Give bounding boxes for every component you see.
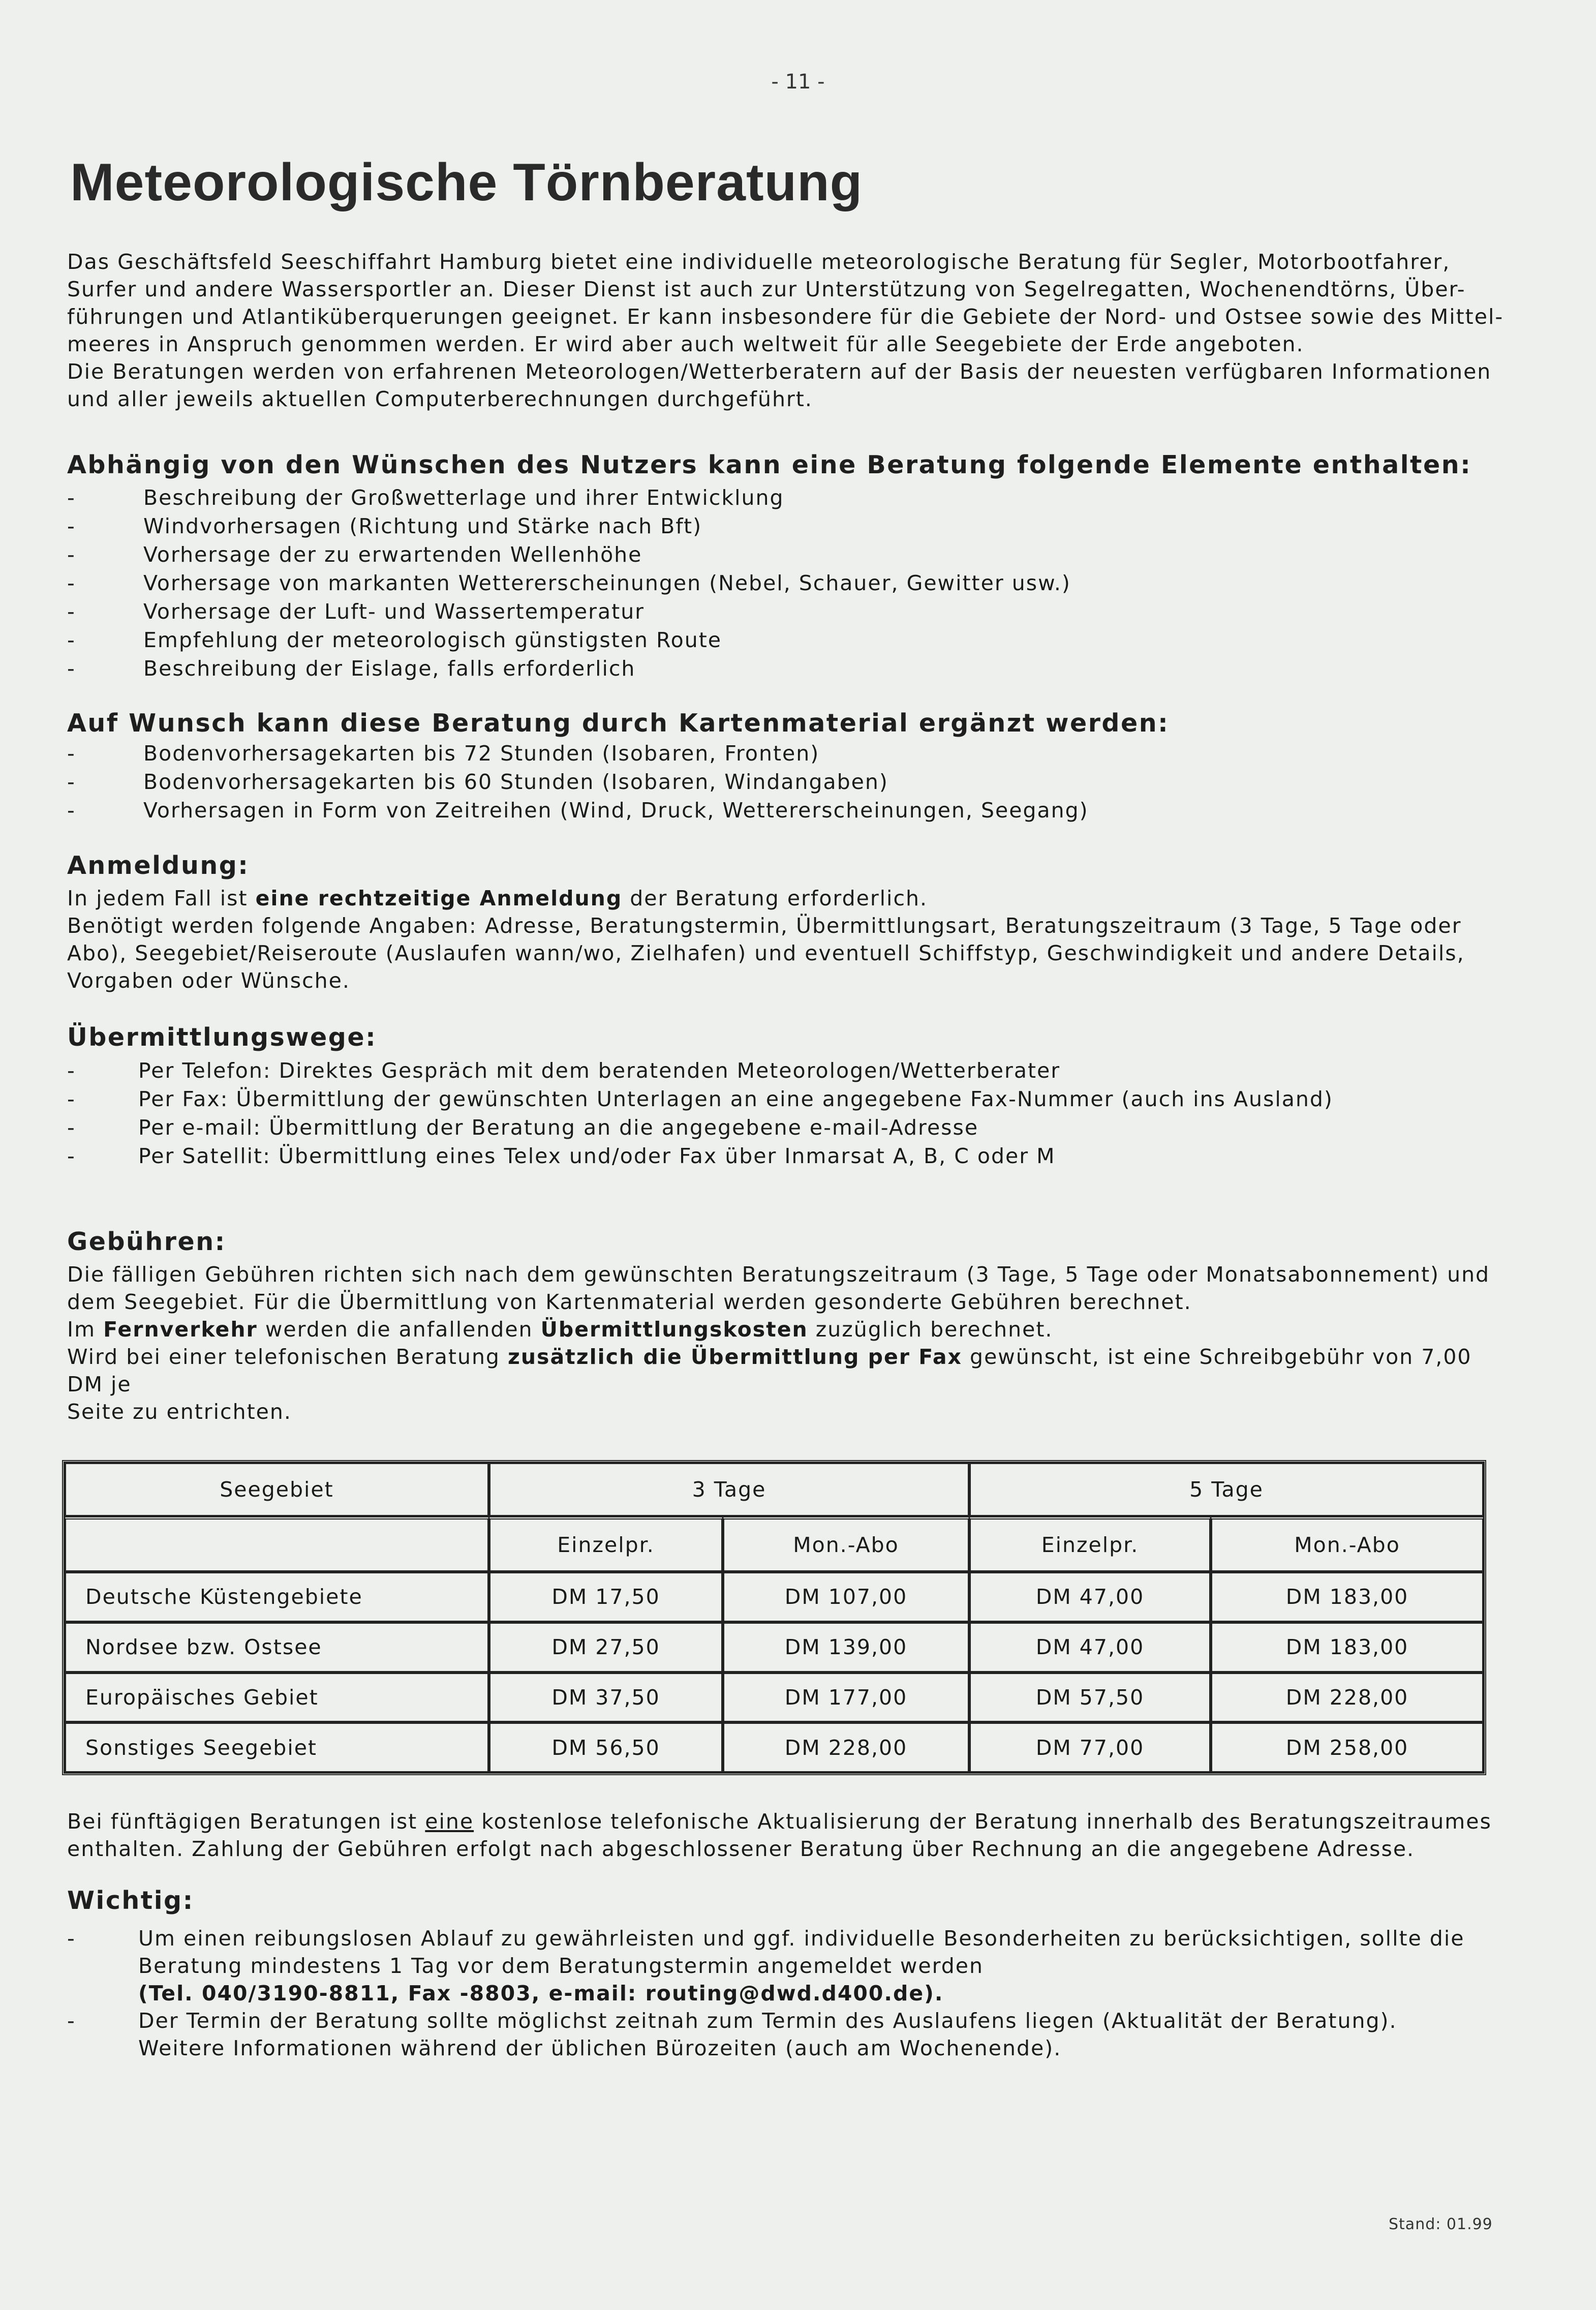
price-cell: DM 258,00 [1211, 1722, 1484, 1773]
intro-line: Surfer und andere Wassersportler an. Dieser Dienst ist auch zur Unterstützung von Segelregatten, Wochenendtörns, Über- [67, 277, 1466, 301]
header-cell-3-days: 3 Tage [489, 1463, 969, 1516]
fees-text [67, 1261, 1511, 1425]
intro-paragraph [67, 248, 1511, 413]
text-run: der Beratung erforderlich. [622, 886, 928, 910]
list-item: - Vorhersage der Luft- und Wassertemperatur [67, 599, 645, 624]
area-cell: Nordsee bzw. Ostsee [65, 1622, 489, 1673]
intro-line: und aller jeweils aktuellen Computerberechnungen durchgeführt. [67, 387, 813, 411]
maps-heading: Auf Wunsch kann diese Beratung durch Kartenmaterial ergänzt werden: [67, 709, 1170, 738]
list-item-text: Vorhersage der Luft- und Wassertemperatur [143, 599, 645, 624]
note-line [67, 1808, 1511, 1835]
list-item: - Bodenvorhersagekarten bis 72 Stunden (Isobaren, Fronten) [67, 741, 820, 766]
list-item-text: Beschreibung der Großwetterlage und ihrer Entwicklung [143, 485, 784, 510]
text-run: werden die anfallenden [257, 1317, 541, 1342]
list-item: - Per Fax: Übermittlung der gewünschten Unterlagen an eine angegebene Fax-Nummer (auch ins Ausland) [67, 1087, 1333, 1111]
list-item-text: Per Telefon: Direktes Gespräch mit dem beratenden Meteorologen/Wetterberater [138, 1058, 1061, 1083]
text-run-bold: Übermittlungskosten [540, 1317, 808, 1342]
fees-line: Seite zu entrichten. [67, 1400, 292, 1424]
fees-line: dem Seegebiet. Für die Übermittlung von Kartenmaterial werden gesonderte Gebühren berechnet. [67, 1290, 1192, 1314]
price-cell: DM 47,00 [969, 1622, 1211, 1673]
text-run: gewünscht, ist eine Schreibgebühr von 7,00 DM je [67, 1345, 1472, 1396]
list-item-text: Bodenvorhersagekarten bis 72 Stunden (Isobaren, Fronten) [143, 741, 820, 766]
list-item-text: Vorhersage der zu erwartenden Wellenhöhe [143, 542, 642, 567]
important-line: Um einen reibungslosen Ablauf zu gewährleisten und ggf. individuelle Besonderheiten zu berücksichtigen, sollte die [138, 1926, 1465, 1951]
list-item-text: Windvorhersagen (Richtung und Stärke nach Bft) [143, 514, 702, 538]
important-line: Der Termin der Beratung sollte möglichst zeitnah zum Termin des Auslaufens liegen (Aktualität der Beratung). [138, 2009, 1397, 2033]
area-cell: Deutsche Küstengebiete [65, 1572, 489, 1622]
text-run-bold: eine rechtzeitige Anmeldung [255, 886, 623, 910]
subheader-cell: Mon.-Abo [723, 1516, 969, 1572]
important-heading: Wichtig: [67, 1886, 194, 1915]
table-row [65, 1722, 1484, 1773]
transmission-list [67, 1056, 1521, 1170]
text-run-bold: Fernverkehr [103, 1317, 258, 1342]
text-run: zuzüglich berechnet. [808, 1317, 1053, 1342]
list-item: - Vorhersagen in Form von Zeitreihen (Wind, Druck, Wettererscheinungen, Seegang) [67, 798, 1089, 823]
list-item-text: Per Fax: Übermittlung der gewünschten Unterlagen an eine angegebene Fax-Nummer (auch ins Ausland) [138, 1087, 1333, 1111]
text-run: Wird bei einer telefonischen Beratung [67, 1345, 508, 1369]
header-cell-5-days: 5 Tage [969, 1463, 1484, 1516]
list-item-text: Per Satellit: Übermittlung eines Telex und/oder Fax über Inmarsat A, B, C oder M [138, 1144, 1056, 1168]
list-item: - Empfehlung der meteorologisch günstigsten Route [67, 628, 722, 652]
list-item: - Beschreibung der Großwetterlage und ihrer Entwicklung [67, 485, 784, 510]
contact-line [138, 1980, 1511, 2007]
text-run: Bei fünftägigen Beratungen ist [67, 1809, 425, 1834]
intro-line: meeres in Anspruch genommen werden. Er wird aber auch weltweit für alle Seegebiete der Erde angeboten. [67, 332, 1304, 356]
text-run: In jedem Fall ist [67, 886, 256, 910]
price-cell: DM 139,00 [723, 1622, 969, 1673]
list-item: - Per e-mail: Übermittlung der Beratung an die angegebene e-mail-Adresse [67, 1115, 979, 1140]
stand-date: Stand: 01.99 [1389, 2215, 1493, 2233]
list-item: - Vorhersage von markanten Wettererscheinungen (Nebel, Schauer, Gewitter usw.) [67, 571, 1071, 595]
text-run: kostenlose telefonische Aktualisierung der Beratung innerhalb des Beratungszeitraumes [474, 1809, 1492, 1834]
list-item-text: Per e-mail: Übermittlung der Beratung an die angegebene e-mail-Adresse [138, 1115, 979, 1140]
registration-line: Vorgaben oder Wünsche. [67, 968, 350, 993]
fees-heading: Gebühren: [67, 1227, 226, 1256]
area-cell: Sonstiges Seegebiet [65, 1722, 489, 1773]
intro-line: Das Geschäftsfeld Seeschiffahrt Hamburg bietet eine individuelle meteorologische Beratung für Segler, Motorbootfahrer, [67, 250, 1451, 274]
price-cell: DM 107,00 [723, 1572, 969, 1622]
intro-line: Die Beratungen werden von erfahrenen Meteorologen/Wetterberatern auf der Basis der neuesten verfügbaren Informationen [67, 359, 1492, 384]
list-item-text: Empfehlung der meteorologisch günstigsten Route [143, 628, 722, 652]
fees-line: Die fälligen Gebühren richten sich nach dem gewünschten Beratungszeitraum (3 Tage, 5 Tage oder Monatsabonnement) und [67, 1262, 1490, 1287]
intro-line: führungen und Atlantiküberquerungen geeignet. Er kann insbesondere für die Gebiete der Nord- und Ostsee sowie des Mittel- [67, 305, 1504, 329]
price-cell: DM 228,00 [1211, 1673, 1484, 1723]
subheader-cell: Einzelpr. [489, 1516, 723, 1572]
header-cell-area: Seegebiet [65, 1463, 489, 1516]
text-run-bold: zusätzlich die Übermittlung per Fax [508, 1345, 963, 1369]
registration-line: Abo), Seegebiet/Reiseroute (Auslaufen wann/wo, Zielhafen) und eventuell Schiffstyp, Geschwindigkeit und andere Details, [67, 941, 1465, 965]
price-cell: DM 56,50 [489, 1722, 723, 1773]
important-line: Weitere Informationen während der üblichen Bürozeiten (auch am Wochenende). [138, 2036, 1062, 2060]
list-item: - Der Termin der Beratung sollte möglichst zeitnah zum Termin des Auslaufens liegen (Aktualität der Beratung). Weitere Informationen während der üblichen Bürozeiten (auch am Wochenende). [67, 2007, 1511, 2062]
table-row [65, 1622, 1484, 1673]
maps-list [67, 739, 1521, 825]
fees-line [67, 1316, 1511, 1343]
price-cell: DM 228,00 [723, 1722, 969, 1773]
fees-table [62, 1460, 1486, 1775]
registration-heading: Anmeldung: [67, 851, 250, 880]
list-item: - Beschreibung der Eislage, falls erforderlich [67, 656, 636, 681]
list-item: - Per Telefon: Direktes Gespräch mit dem beratenden Meteorologen/Wetterberater [67, 1058, 1061, 1083]
subheader-cell: Mon.-Abo [1211, 1516, 1484, 1572]
text-run: Im [67, 1317, 104, 1342]
table-row [65, 1572, 1484, 1622]
transmission-heading: Übermittlungswege: [67, 1023, 377, 1052]
price-cell: DM 17,50 [489, 1572, 723, 1622]
subheader-empty-cell [65, 1516, 489, 1572]
price-cell: DM 27,50 [489, 1622, 723, 1673]
elements-list [67, 483, 1521, 683]
table-header-row [65, 1463, 1484, 1516]
list-item-text: Vorhersage von markanten Wettererscheinungen (Nebel, Schauer, Gewitter usw.) [143, 571, 1071, 595]
page-number: - 11 - [771, 70, 825, 94]
list-item: - Vorhersage der zu erwartenden Wellenhöhe [67, 542, 642, 567]
area-cell: Europäisches Gebiet [65, 1673, 489, 1723]
registration-line [67, 885, 1511, 912]
important-line: Beratung mindestens 1 Tag vor dem Beratungstermin angemeldet werden [138, 1954, 984, 1978]
list-item: - Bodenvorhersagekarten bis 60 Stunden (Isobaren, Windangaben) [67, 770, 888, 794]
registration-line: Benötigt werden folgende Angaben: Adresse, Beratungstermin, Übermittlungsart, Beratungszeitraum (3 Tage, 5 Tage oder [67, 914, 1462, 938]
list-item: - Um einen reibungslosen Ablauf zu gewährleisten und ggf. individuelle Besonderheiten zu berücksichtigen, sollte die Beratung mindestens 1 Tag vor dem Beratungstermin angemeldet werden (Tel. 040/3190-8811, Fax -8803, e-mail: routing@dwd.d400.de). [67, 1925, 1511, 2007]
registration-text [67, 885, 1511, 994]
elements-heading: Abhängig von den Wünschen des Nutzers kann eine Beratung folgende Elemente enthalten: [67, 450, 1472, 479]
subheader-cell: Einzelpr. [969, 1516, 1211, 1572]
price-cell: DM 177,00 [723, 1673, 969, 1723]
price-cell: DM 183,00 [1211, 1572, 1484, 1622]
list-item: - Per Satellit: Übermittlung eines Telex und/oder Fax über Inmarsat A, B, C oder M [67, 1144, 1056, 1168]
table-subheader-row [65, 1516, 1484, 1572]
list-item-text: Vorhersagen in Form von Zeitreihen (Wind, Druck, Wettererscheinungen, Seegang) [143, 798, 1089, 823]
page-title: Meteorologische Törnberatung [70, 153, 863, 212]
contact-details: (Tel. 040/3190-8811, Fax -8803, e-mail: routing@dwd.d400.de). [138, 1981, 944, 2005]
price-cell: DM 47,00 [969, 1572, 1211, 1622]
price-cell: DM 37,50 [489, 1673, 723, 1723]
five-day-note [67, 1808, 1511, 1863]
text-run-underlined: eine [425, 1809, 474, 1834]
list-item: - Windvorhersagen (Richtung und Stärke nach Bft) [67, 514, 702, 538]
table-row [65, 1673, 1484, 1723]
important-list [67, 1925, 1511, 2062]
price-cell: DM 77,00 [969, 1722, 1211, 1773]
note-line: enthalten. Zahlung der Gebühren erfolgt nach abgeschlossener Beratung über Rechnung an die angegebene Adresse. [67, 1837, 1415, 1861]
fees-line [67, 1343, 1511, 1398]
price-cell: DM 183,00 [1211, 1622, 1484, 1673]
price-cell: DM 57,50 [969, 1673, 1211, 1723]
list-item-text: Bodenvorhersagekarten bis 60 Stunden (Isobaren, Windangaben) [143, 770, 888, 794]
list-item-text: Beschreibung der Eislage, falls erforderlich [143, 656, 636, 681]
